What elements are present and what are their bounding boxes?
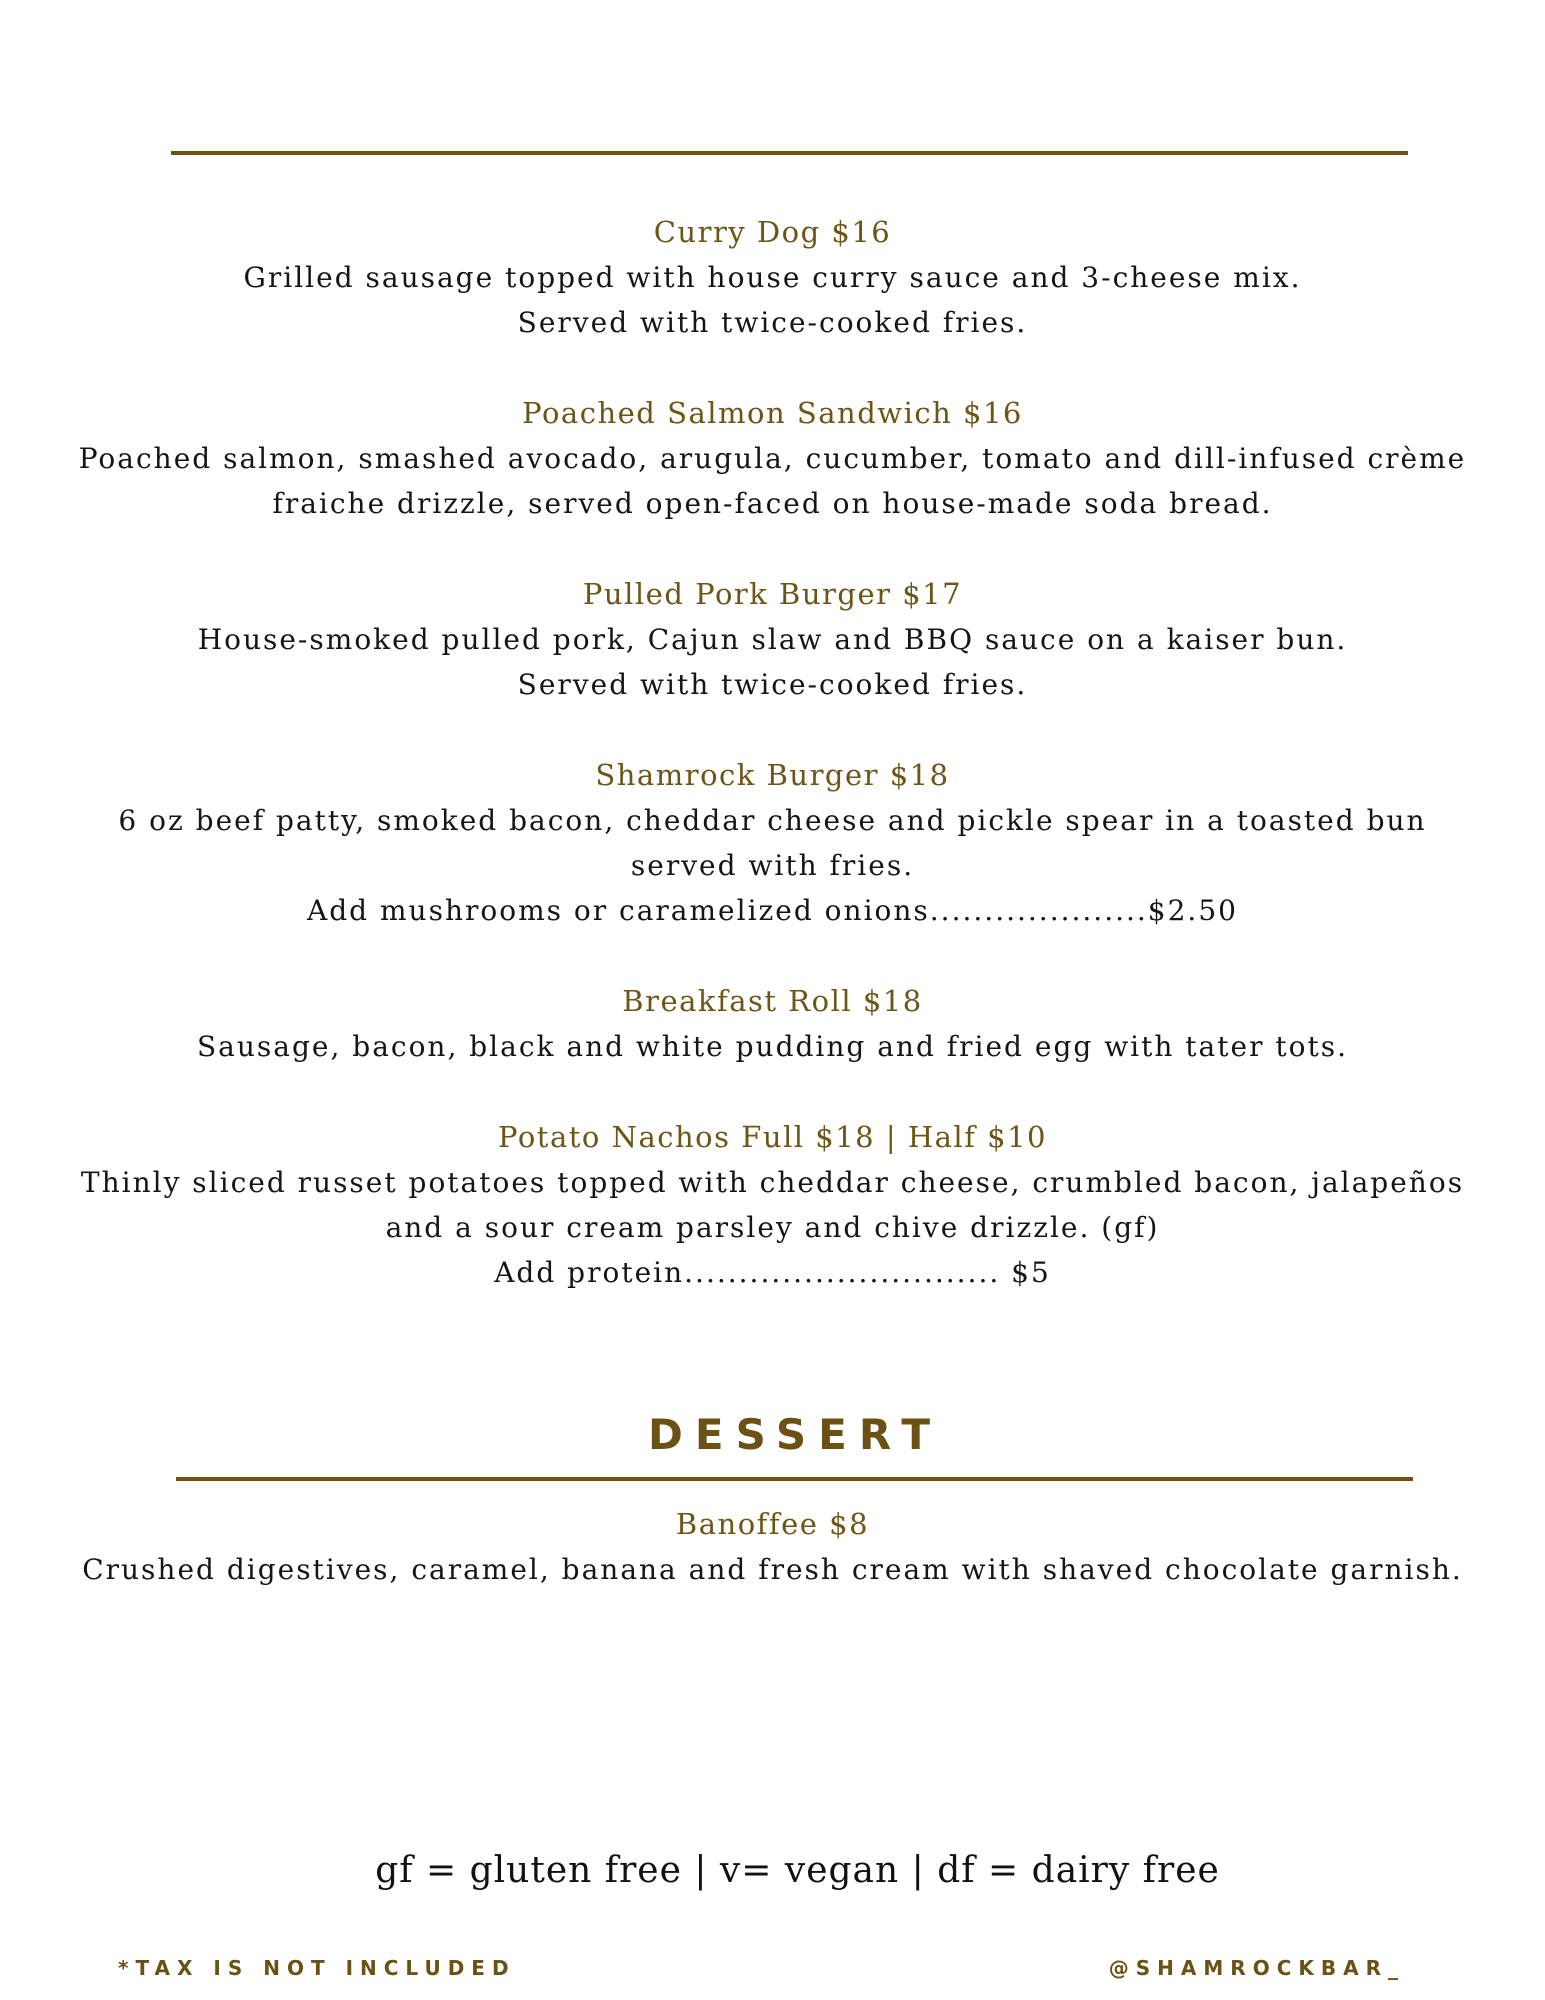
menu-item-title: Potato Nachos Full $18 | Half $10 — [498, 1120, 1047, 1154]
menu-item-title: Banoffee $8 — [675, 1507, 870, 1541]
menu-item-description: and a sour cream parsley and chive drizzle. (gf) — [385, 1211, 1160, 1244]
tax-note: *TAX IS NOT INCLUDED — [118, 1956, 516, 1980]
menu-item-title: Shamrock Burger $18 — [595, 758, 950, 792]
top-divider — [171, 151, 1408, 155]
menu-item-banoffee — [0, 1502, 1545, 1592]
menu-item-description: fraiche drizzle, served open-faced on house-made soda bread. — [272, 487, 1273, 520]
dessert-heading: DESSERT — [648, 1410, 942, 1459]
menu-item-description: Poached salmon, smashed avocado, arugula, cucumber, tomato and dill-infused crème — [78, 442, 1467, 475]
menu-item-potato-nachos — [0, 1115, 1545, 1295]
menu-item-shamrock-burger — [0, 753, 1545, 933]
menu-item-description: House-smoked pulled pork, Cajun slaw and BBQ sauce on a kaiser bun. — [197, 623, 1348, 656]
mains-menu-section — [0, 210, 1545, 1341]
menu-item-description: served with fries. — [630, 849, 915, 882]
menu-item-title: Poached Salmon Sandwich $16 — [522, 396, 1023, 430]
menu-item-title: Breakfast Roll $18 — [622, 984, 923, 1018]
dietary-legend: gf = gluten free | v= vegan | df = dairy free — [375, 1850, 1220, 1891]
menu-item-description: Served with twice-cooked fries. — [517, 306, 1028, 339]
menu-item-poached-salmon-sandwich — [0, 391, 1545, 526]
menu-item-description: Served with twice-cooked fries. — [517, 668, 1028, 701]
menu-item-description: Sausage, bacon, black and white pudding and fried egg with tater tots. — [197, 1030, 1348, 1063]
menu-item-addon: Add mushrooms or caramelized onions....................$2.50 — [307, 894, 1238, 927]
social-handle: @SHAMROCKBAR_ — [1108, 1956, 1405, 1980]
menu-item-title: Curry Dog $16 — [653, 215, 892, 249]
menu-item-curry-dog — [0, 210, 1545, 345]
menu-item-breakfast-roll — [0, 979, 1545, 1069]
dessert-menu-section — [0, 1502, 1545, 1638]
menu-item-description: 6 oz beef patty, smoked bacon, cheddar cheese and pickle spear in a toasted bun — [118, 804, 1427, 837]
menu-item-description: Grilled sausage topped with house curry sauce and 3-cheese mix. — [243, 261, 1302, 294]
menu-item-title: Pulled Pork Burger $17 — [582, 577, 963, 611]
menu-item-pulled-pork-burger — [0, 572, 1545, 707]
dessert-divider — [176, 1477, 1413, 1481]
menu-item-description: Thinly sliced russet potatoes topped with cheddar cheese, crumbled bacon, jalapeños — [80, 1166, 1465, 1199]
menu-item-description: Crushed digestives, caramel, banana and fresh cream with shaved chocolate garnish. — [82, 1553, 1463, 1586]
menu-item-addon: Add protein............................. $5 — [494, 1256, 1051, 1289]
